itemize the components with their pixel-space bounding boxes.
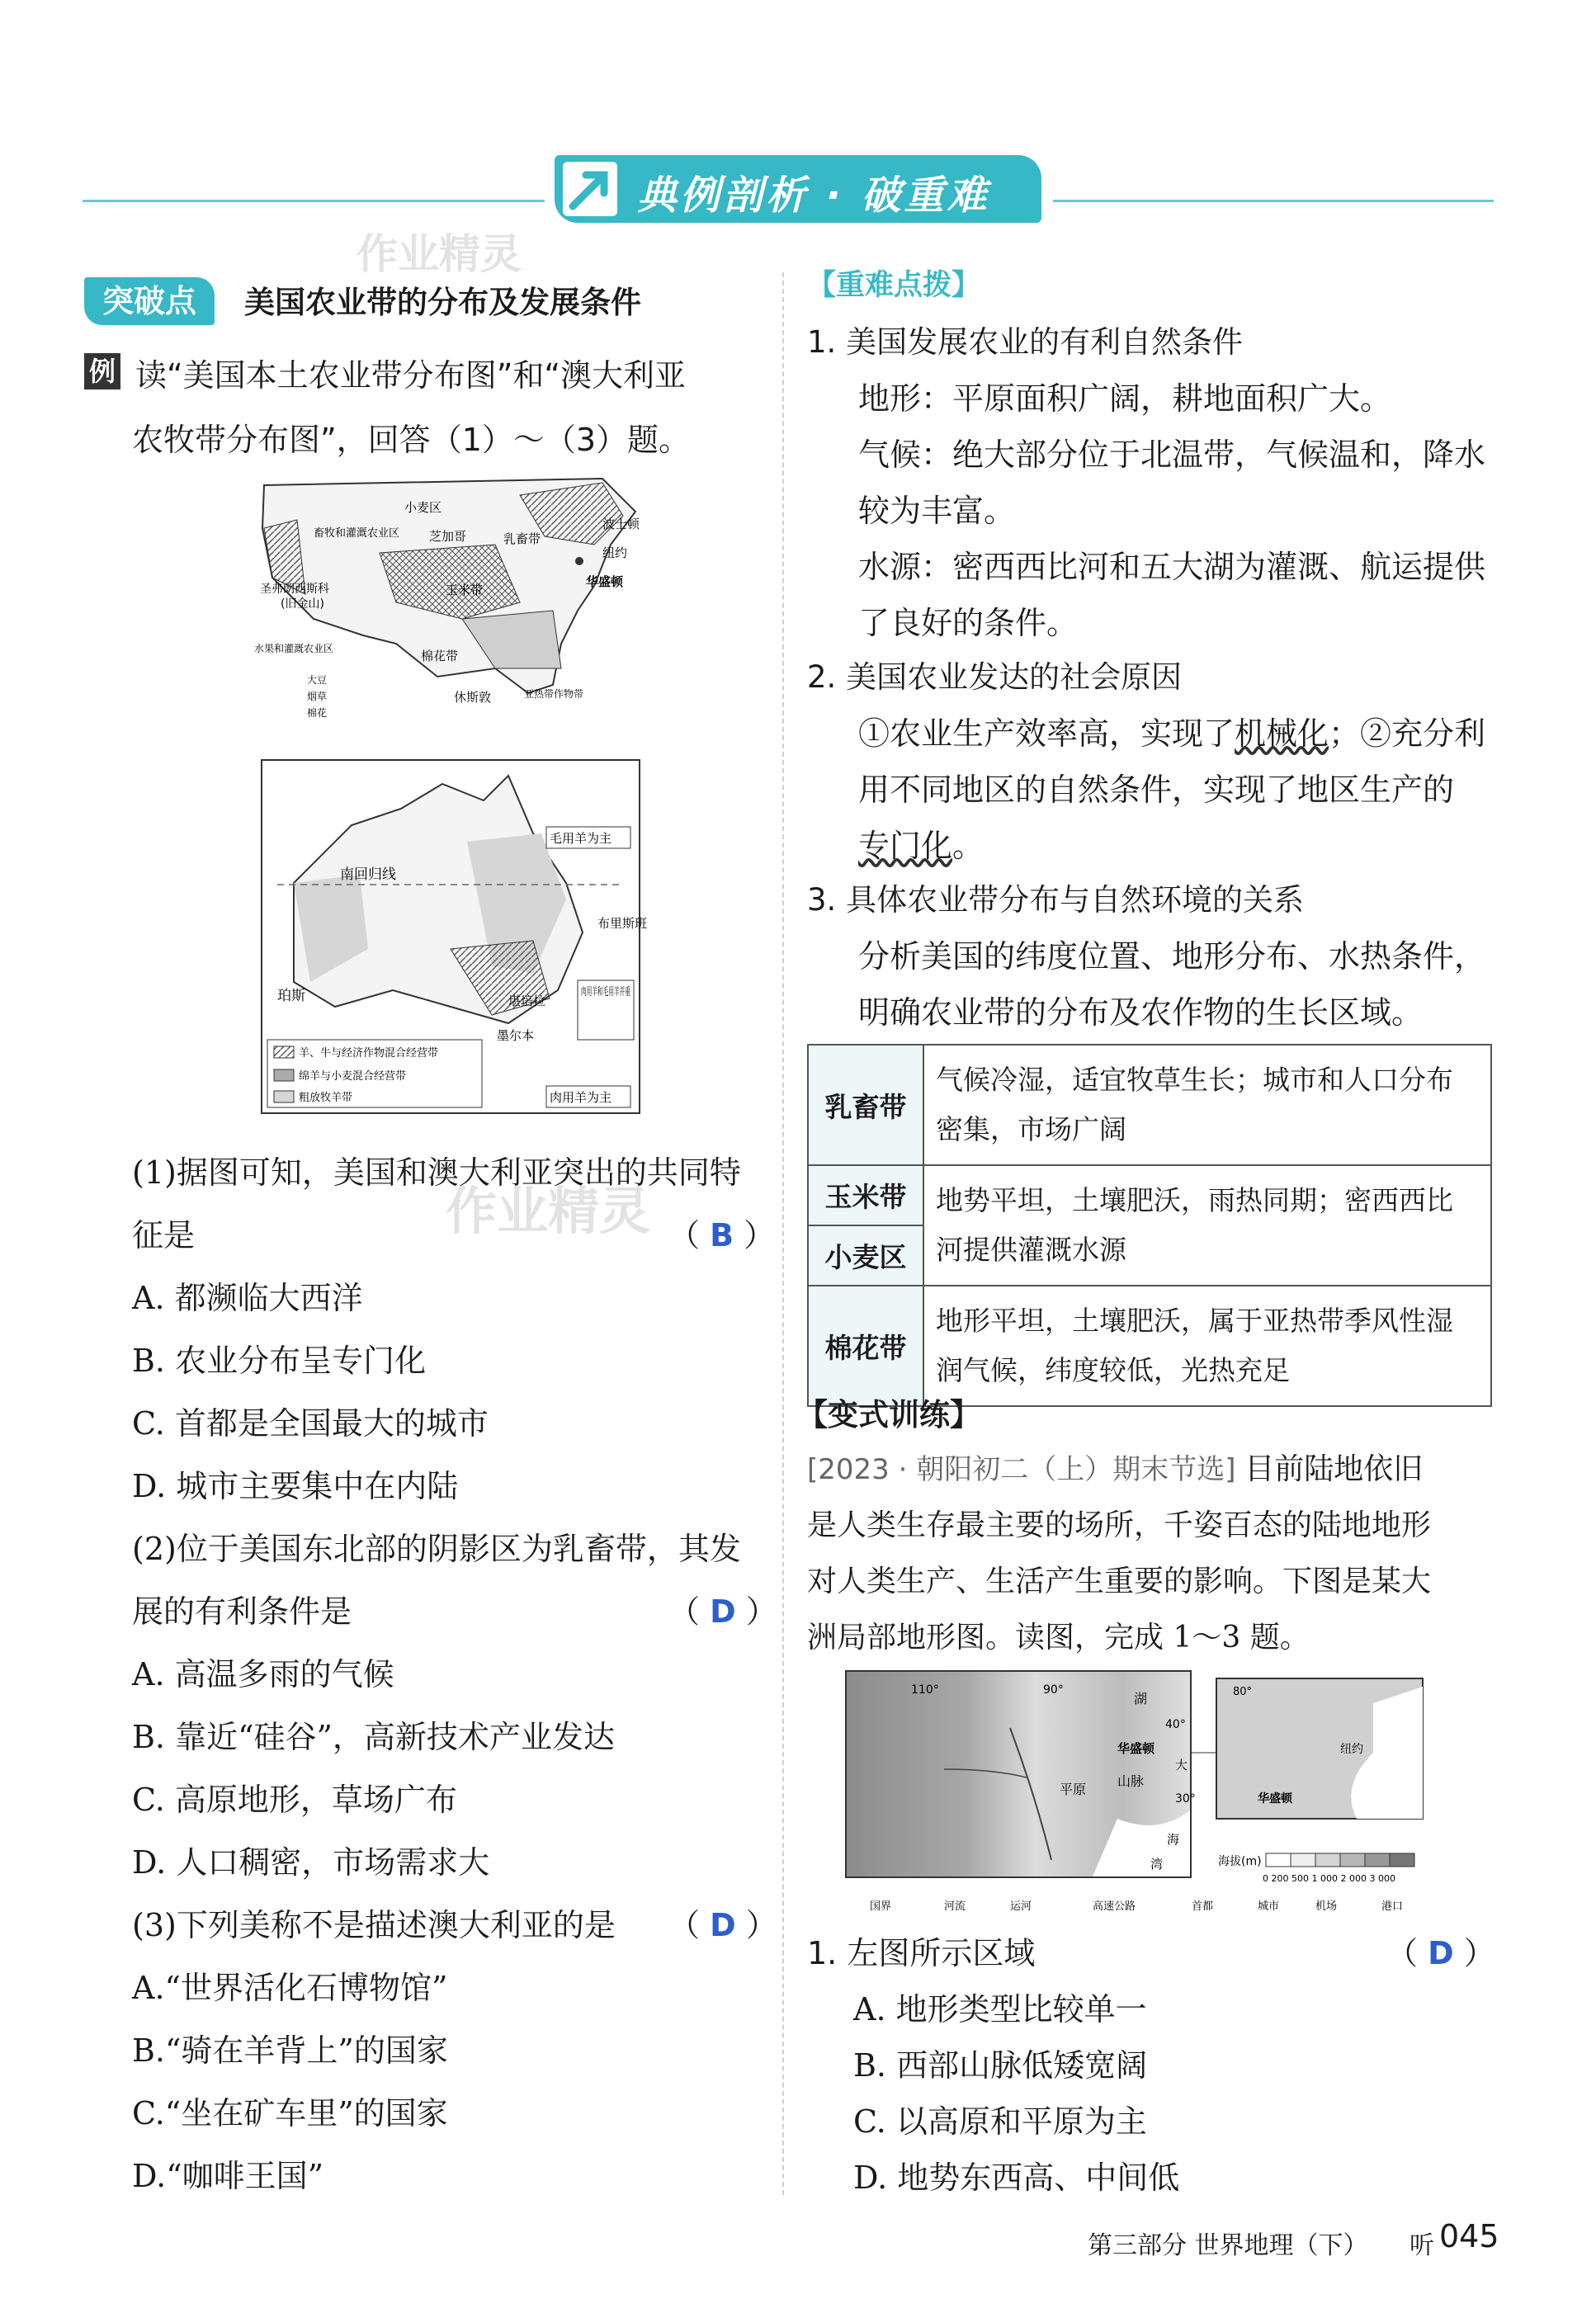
washington-dot [575, 557, 583, 565]
map2-lake: 湖 [1134, 1691, 1148, 1706]
au-label-perth: 珀斯 [277, 988, 305, 1004]
rq1-answer: D [1428, 1935, 1454, 1971]
table-row [808, 1286, 1491, 1406]
variant-line1: 目前陆地依旧 [1244, 1452, 1424, 1486]
map2-leg-canal: 运河 [1010, 1900, 1032, 1913]
row-head-corn: 玉米带 [808, 1165, 923, 1225]
watermark-mid: 作业精灵 [446, 1181, 651, 1241]
example-mark: 例 [84, 353, 120, 389]
map2-leg-city: 城市 [1258, 1900, 1280, 1913]
map2-big: 大 [1175, 1758, 1188, 1773]
agri-belt-table [807, 1044, 1492, 1407]
map2-newyork: 纽约 [1340, 1743, 1363, 1756]
us-label-sf: 圣弗朗西斯科 [260, 583, 329, 596]
row-head-dairy: 乳畜带 [808, 1045, 923, 1165]
map2-leg-border: 国界 [870, 1900, 892, 1913]
rq1-option-c: C. 以高原和平原为主 [853, 2103, 1147, 2140]
variant-line3: 对人类生产、生活产生重要的影响。下图是某大 [807, 1565, 1432, 1598]
map2-deg40: 40° [1165, 1718, 1186, 1731]
us-label-newyork: 纽约 [602, 545, 628, 560]
p2-line1-b: 机械化 [1235, 715, 1329, 752]
row-text-cotton: 地形平坦，土壤肥沃，属于亚热带季风性湿润气候，纬度较低，光热充足 [923, 1286, 1491, 1406]
map2-leg-highway: 高速公路 [1093, 1900, 1136, 1913]
au-label-wool: 毛用羊为主 [550, 831, 612, 846]
au-label-dual: 肉用羊和毛用羊并重 [581, 986, 630, 998]
q2-option-a: A. 高温多雨的气候 [132, 1656, 394, 1692]
section-tag: 突破点 [84, 277, 215, 325]
section-heading: 美国农业带的分布及发展条件 [244, 285, 641, 320]
q3-option-c: C.“坐在矿车里”的国家 [132, 2095, 448, 2131]
au-label-tropic: 南回归线 [340, 866, 396, 883]
q1-option-d: D. 城市主要集中在内陆 [132, 1468, 459, 1504]
map2-sea: 海 [1167, 1832, 1180, 1847]
q3-option-a: A.“世界活化石博物馆” [132, 1970, 448, 2006]
p1-title: 1. 美国发展农业的有利自然条件 [807, 324, 1244, 360]
q1-line1: (1)据图可知，美国和澳大利亚突出的共同特 [132, 1154, 741, 1191]
map2-deg80: 80° [1233, 1686, 1253, 1698]
us-legend-tobacco: 烟草 [307, 691, 328, 702]
rq1-option-d: D. 地势东西高、中间低 [853, 2160, 1180, 2196]
map2-leg-river: 河流 [944, 1900, 966, 1913]
us-label-chicago: 芝加哥 [429, 529, 467, 544]
au-label-brisbane: 布里斯班 [597, 916, 648, 931]
map2-mountains: 山脉 [1117, 1773, 1145, 1789]
arrow-icon [563, 162, 617, 216]
p2-line3 [858, 820, 984, 866]
australia-farming-map [261, 759, 648, 1114]
q3-answer: D [710, 1907, 736, 1943]
us-label-cotton: 棉花带 [421, 649, 459, 663]
map2-deg110: 110° [911, 1683, 939, 1697]
row-text-dairy: 气候冷湿，适宜牧草生长；城市和人口分布密集，市场广阔 [923, 1045, 1491, 1165]
p2-line3-a: 专门化 [858, 828, 953, 864]
variant-source-line [807, 1446, 1423, 1488]
q3-option-d: D.“咖啡王国” [132, 2158, 324, 2194]
q1-line2: 征是 [132, 1217, 196, 1253]
q2-answer-box: （ D ） [668, 1593, 777, 1630]
q2-option-b: B. 靠近“硅谷”，高新技术产业发达 [132, 1719, 615, 1755]
us-label-sf2: (旧金山) [281, 597, 324, 611]
map2-washington: 华盛顿 [1117, 1741, 1155, 1756]
us-label-fruit: 水果和灌溉农业区 [254, 643, 334, 654]
row-head-wheat: 小麦区 [808, 1225, 923, 1286]
us-label-subtrop: 亚热带作物带 [524, 688, 584, 700]
map2-washington-inset: 华盛顿 [1258, 1792, 1292, 1806]
p2-line1 [858, 708, 1485, 753]
q3-option-b: B.“骑在羊背上”的国家 [132, 2032, 448, 2069]
us-label-houston: 休斯敦 [454, 690, 492, 705]
map2-leg-port: 港口 [1381, 1900, 1404, 1913]
map2-elev-ticks: 0 200 500 1 000 2 000 3 000 [1263, 1873, 1395, 1884]
variant-line2: 是人类生存最主要的场所，千姿百态的陆地地形 [807, 1508, 1432, 1542]
variant-source: [2023 · 朝阳初二（上）期末节选] [807, 1453, 1236, 1486]
header-rule-left [83, 200, 545, 202]
au-label-meat: 肉用羊为主 [550, 1090, 612, 1105]
rq1-option-b: B. 西部山脉低矮宽阔 [853, 2047, 1148, 2084]
q1-answer: B [710, 1217, 734, 1253]
au-label-canberra: 堪培拉 [508, 994, 546, 1008]
q2-answer: D [710, 1593, 736, 1630]
section-banner [555, 155, 1041, 223]
footer-listen: 听 [1409, 2231, 1434, 2260]
row-text-corn-wheat: 地势平坦，土壤肥沃，雨热同期；密西西比河提供灌溉水源 [923, 1165, 1491, 1286]
us-label-dairy: 乳畜带 [503, 531, 541, 546]
q3-line1: (3)下列美称不是描述澳大利亚的是 [132, 1907, 616, 1943]
variant-line4: 洲局部地形图。读图，完成 1～3 题。 [807, 1621, 1310, 1655]
us-label-range: 畜牧和灌溉农业区 [314, 527, 400, 540]
rq1-answer-box: （ D ） [1386, 1935, 1495, 1971]
watermark-top: 作业精灵 [357, 230, 522, 278]
us-agriculture-map [248, 479, 660, 726]
map2-deg90: 90° [1043, 1683, 1064, 1697]
p2-line1-c: ；②充分利 [1329, 715, 1486, 752]
example-line1: 读“美国本土农业带分布图”和“澳大利亚 [135, 357, 687, 394]
p3-title: 3. 具体农业带分布与自然环境的关系 [807, 882, 1305, 918]
us-label-boston: 波士顿 [602, 517, 640, 531]
header-rule-right [1053, 200, 1494, 202]
p3-line2: 明确农业带的分布及农作物的生长区域。 [858, 994, 1424, 1031]
page-number: 045 [1439, 2218, 1499, 2254]
q1-option-b: B. 农业分布呈专门化 [132, 1343, 427, 1379]
tip-heading: 【重难点拨】 [807, 269, 981, 302]
p1-line5: 了良好的条件。 [858, 605, 1079, 641]
table-row [808, 1045, 1491, 1165]
q2-option-c: C. 高原地形，草场广布 [132, 1782, 457, 1818]
q1-option-c: C. 首都是全国最大的城市 [132, 1405, 489, 1442]
q1-option-a: A. 都濒临大西洋 [132, 1280, 363, 1316]
us-legend-cotton: 棉花 [307, 707, 328, 719]
p2-line1-a: ①农业生产效率高，实现了 [858, 715, 1235, 752]
au-label-melbourne: 墨尔本 [497, 1028, 535, 1043]
map2-gulf: 湾 [1150, 1857, 1164, 1872]
q3-answer-box: （ D ） [668, 1907, 777, 1943]
us-legend-soy: 大豆 [307, 674, 328, 686]
table-row [808, 1165, 1491, 1225]
rq1-option-a: A. 地形类型比较单一 [853, 1991, 1147, 2027]
q2-line1: (2)位于美国东北部的阴影区为乳畜带，其发 [132, 1531, 741, 1567]
p2-line2: 用不同地区的自然条件，实现了地区生产的 [858, 772, 1455, 808]
map2-leg-capital: 首都 [1192, 1900, 1214, 1913]
map2-elev-title: 海拔(m) [1218, 1855, 1262, 1868]
example-line2: 农牧带分布图”，回答（1）～（3）题。 [132, 422, 691, 458]
footer-section: 第三部分 世界地理（下） [1088, 2231, 1368, 2260]
au-legend-3: 粗放牧羊带 [299, 1092, 353, 1104]
p1-line2: 气候：绝大部分位于北温带，气候温和，降水 [858, 437, 1486, 473]
row-head-cotton: 棉花带 [808, 1286, 923, 1406]
banner-title: 典例剖析 · 破重难 [637, 172, 990, 219]
p1-line1: 地形：平原面积广阔，耕地面积广大。 [858, 380, 1392, 417]
p1-line4: 水源：密西西比河和五大湖为灌溉、航运提供 [858, 549, 1486, 585]
p3-line1: 分析美国的纬度位置、地形分布、水热条件， [858, 938, 1486, 975]
rq1-text: 1. 左图所示区域 [807, 1935, 1036, 1971]
terrain-map [845, 1670, 1439, 1918]
us-label-wheat: 小麦区 [404, 500, 442, 515]
column-divider [782, 272, 786, 2195]
q2-option-d: D. 人口稠密，市场需求大 [132, 1844, 490, 1881]
p1-line3: 较为丰富。 [858, 493, 1016, 529]
us-label-corn: 玉米带 [446, 583, 484, 597]
q1-answer-box: （ B ） [668, 1217, 776, 1253]
p2-line3-b: 。 [952, 828, 985, 864]
au-legend-2: 绵羊与小麦混合经营带 [299, 1070, 407, 1083]
map2-leg-airport: 机场 [1315, 1900, 1338, 1913]
q2-line2: 展的有利条件是 [132, 1593, 352, 1630]
map2-plain: 平原 [1060, 1782, 1087, 1797]
map2-deg30: 30° [1175, 1792, 1196, 1806]
p2-title: 2. 美国农业发达的社会原因 [807, 659, 1183, 695]
us-label-washington: 华盛顿 [586, 574, 624, 589]
variant-heading: 【变式训练】 [797, 1397, 980, 1433]
au-legend-1: 羊、牛与经济作物混合经营带 [299, 1047, 439, 1060]
